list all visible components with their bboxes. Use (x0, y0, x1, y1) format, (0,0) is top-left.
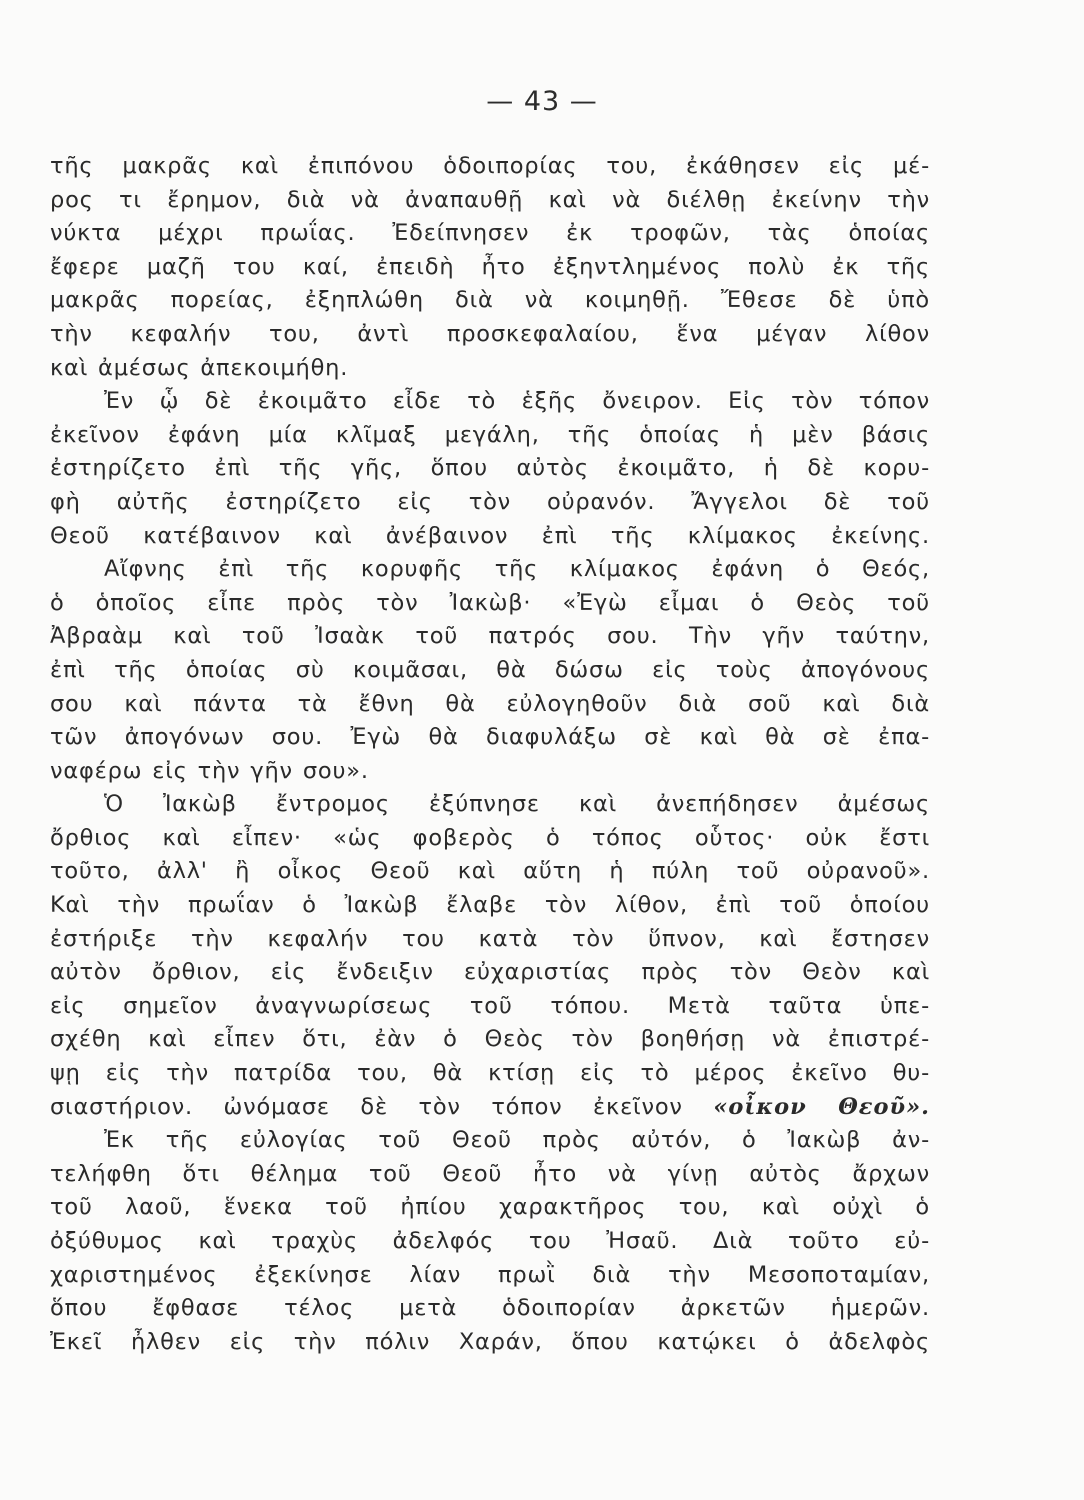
text-line-25: αὐτὸν ὄρθιον, εἰς ἔνδειξιν εὐχαριστίας πρὸς τὸν Θεὸν καὶ (50, 959, 930, 986)
text-line-16: ἐπὶ τῆς ὁποίας σὺ κοιμᾶσαι, θὰ δώσω εἰς τοὺς ἀπογόνους (50, 656, 930, 683)
text-line-2: ρος τι ἔρημον, διὰ νὰ ἀναπαυθῇ καὶ νὰ διέλθῃ ἐκείνην τὴν (50, 186, 930, 213)
text-line-1: τῆς μακρᾶς καὶ ἐπιπόνου ὁδοιπορίας του, ἐκάθησεν εἰς μέ- (50, 153, 930, 179)
text-line-8: Ἐν ᾧ δὲ ἐκοιμᾶτο εἶδε τὸ ἑξῆς ὄνειρον. Εἰς τὸν τόπον (104, 388, 930, 415)
text-line-35: ὅπου ἔφθασε τέλος μετὰ ὁδοιπορίαν ἀρκετῶν ἡμερῶν. (50, 1295, 930, 1322)
text-line-15: Ἀβραὰμ καὶ τοῦ Ἰσαὰκ τοῦ πατρός σου. Τὴν γῆν ταύτην, (50, 623, 930, 650)
text-line-4: ἔφερε μαζῆ του καί, ἐπειδὴ ἦτο ἐξηντλημένος πολὺ ἐκ τῆς (50, 253, 930, 280)
text-line-30: Ἐκ τῆς εὐλογίας τοῦ Θεοῦ πρὸς αὐτόν, ὁ Ἰακὼβ ἀν- (104, 1127, 930, 1154)
text-line-11: φὴ αὐτῆς ἐστηρίζετο εἰς τὸν οὐρανόν. Ἄγγελοι δὲ τοῦ (50, 488, 930, 515)
text-line-10: ἐστηρίζετο ἐπὶ τῆς γῆς, ὅπου αὐτὸς ἐκοιμᾶτο, ἡ δὲ κορυ- (50, 455, 930, 482)
text-line-34: χαριστημένος ἐξεκίνησε λίαν πρωῒ διὰ τὴν Μεσοποταμίαν, (50, 1261, 930, 1288)
text-line-32: τοῦ λαοῦ, ἕνεκα τοῦ ἠπίου χαρακτῆρος του, καὶ οὐχὶ ὁ (50, 1194, 930, 1221)
text-line-29 (50, 1091, 930, 1125)
body-text (50, 150, 930, 1359)
text-line-19: ναφέρω εἰς τὴν γῆν σου». (50, 757, 369, 784)
text-line-5: μακρᾶς πορείας, ἐξηπλώθη διὰ νὰ κοιμηθῇ. Ἔθεσε δὲ ὑπὸ (50, 287, 930, 314)
page-number: — 43 — (486, 86, 598, 117)
text-line-18: τῶν ἀπογόνων σου. Ἐγὼ θὰ διαφυλάξω σὲ καὶ θὰ σὲ ἐπα- (50, 724, 930, 751)
text-line-24: ἐστήριξε τὴν κεφαλήν του κατὰ τὸν ὕπνον, καὶ ἔστησεν (50, 925, 930, 952)
text-line-22: τοῦτο, ἀλλ' ἢ οἶκος Θεοῦ καὶ αὕτη ἡ πύλη τοῦ οὐρανοῦ». (50, 858, 930, 885)
text-line-13: Αἴφνης ἐπὶ τῆς κορυφῆς τῆς κλίμακος ἐφάνη ὁ Θεός, (104, 556, 930, 583)
text-line-33: ὀξύθυμος καὶ τραχὺς ἀδελφός του Ἠσαῦ. Διὰ τοῦτο εὐ- (50, 1228, 930, 1254)
text-line-21: ὄρθιος καὶ εἶπεν· «ὡς φοβερὸς ὁ τόπος οὗτος· οὐκ ἔστι (50, 824, 930, 851)
text-line-26: εἰς σημεῖον ἀναγνωρίσεως τοῦ τόπου. Μετὰ ταῦτα ὑπε- (50, 992, 930, 1019)
text-line-29-main: σιαστήριον. ὠνόμασε δὲ τὸν τόπον ἐκεῖνον (50, 1093, 683, 1120)
emphasized-phrase: «οἶκον Θεοῦ». (713, 1093, 930, 1120)
text-line-20: Ὁ Ἰακὼβ ἔντρομος ἐξύπνησε καὶ ἀνεπήδησεν ἀμέσως (104, 791, 930, 818)
text-line-27: σχέθη καὶ εἶπεν ὅτι, ἐὰν ὁ Θεὸς τὸν βοηθήσῃ νὰ ἐπιστρέ- (50, 1026, 930, 1053)
text-line-6: τὴν κεφαλήν του, ἀντὶ προσκεφαλαίου, ἕνα μέγαν λίθον (50, 320, 930, 347)
text-line-28: ψῃ εἰς τὴν πατρίδα του, θὰ κτίσῃ εἰς τὸ μέρος ἐκεῖνο θυ- (50, 1060, 930, 1087)
text-line-9: ἐκεῖνον ἐφάνη μία κλῖμαξ μεγάλη, τῆς ὁποίας ἡ μὲν βάσις (50, 421, 930, 448)
text-line-36: Ἐκεῖ ἦλθεν εἰς τὴν πόλιν Χαράν, ὅπου κατῴκει ὁ ἀδελφὸς (50, 1328, 930, 1355)
text-line-23: Καὶ τὴν πρωΐαν ὁ Ἰακὼβ ἔλαβε τὸν λίθον, ἐπὶ τοῦ ὁποίου (50, 892, 930, 919)
text-line-3: νύκτα μέχρι πρωΐας. Ἐδείπνησεν ἐκ τροφῶν, τὰς ὁποίας (50, 220, 930, 247)
text-line-17: σου καὶ πάντα τὰ ἔθνη θὰ εὐλογηθοῦν διὰ σοῦ καὶ διὰ (50, 690, 930, 717)
text-line-12: Θεοῦ κατέβαινον καὶ ἀνέβαινον ἐπὶ τῆς κλίμακος ἐκείνης. (50, 522, 930, 549)
text-line-14: ὁ ὁποῖος εἶπε πρὸς τὸν Ἰακὼβ· «Ἐγὼ εἶμαι ὁ Θεὸς τοῦ (50, 589, 930, 616)
text-line-31: τελήφθη ὅτι θέλημα τοῦ Θεοῦ ἦτο νὰ γίνῃ αὐτὸς ἄρχων (50, 1160, 930, 1187)
text-line-7: καὶ ἀμέσως ἀπεκοιμήθη. (50, 354, 349, 381)
